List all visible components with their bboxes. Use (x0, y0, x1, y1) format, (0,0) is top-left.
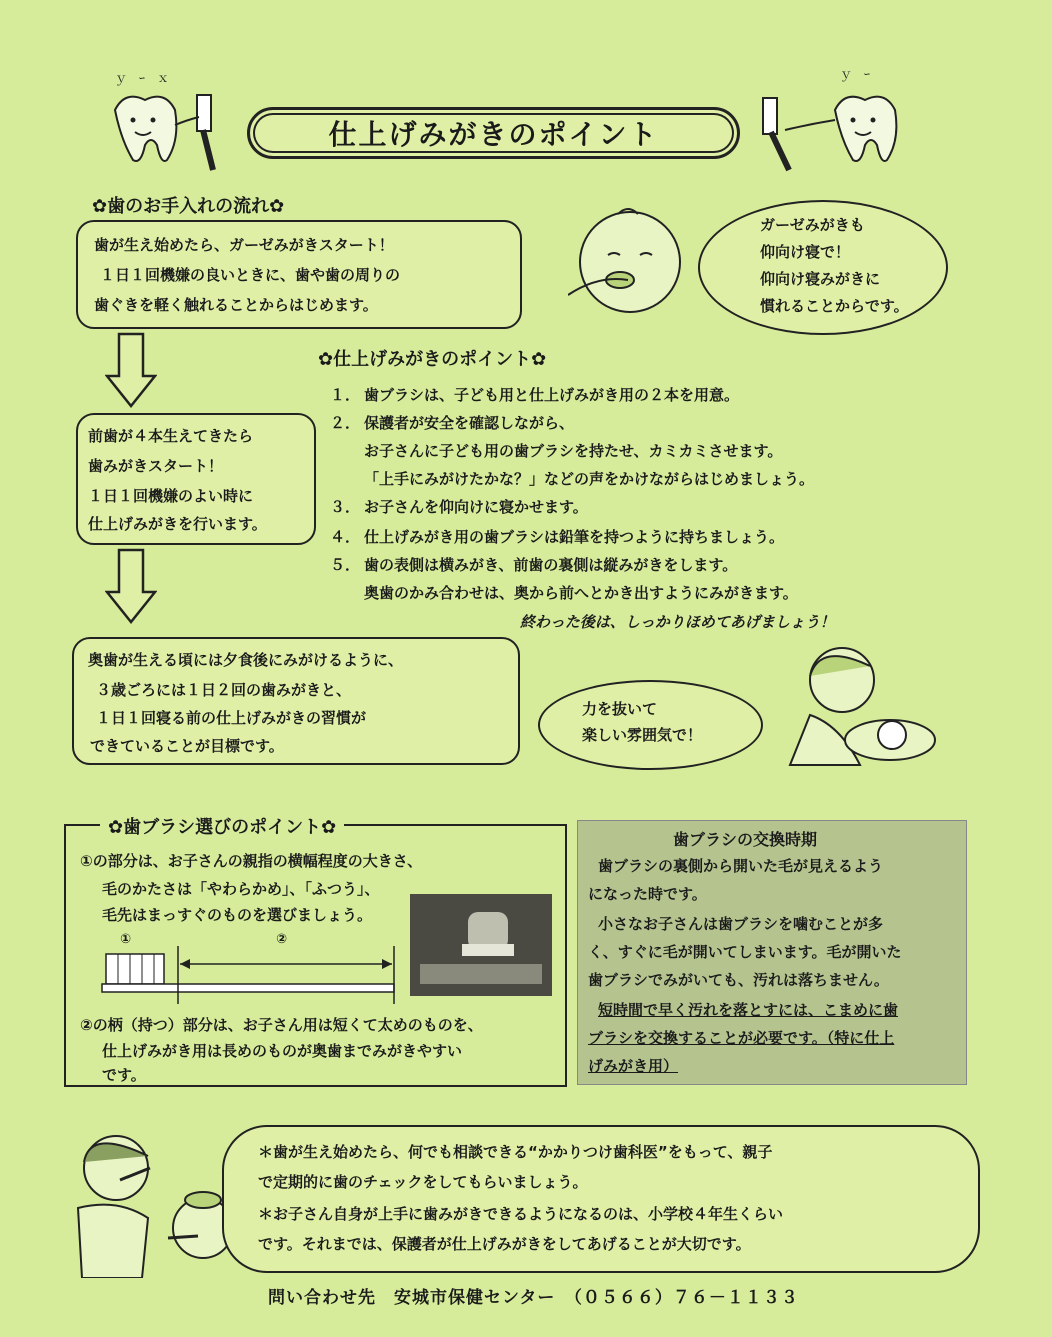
step1-line: 歯ぐきを軽く触れることからはじめます。 (94, 296, 378, 314)
brush-select-text2: ②の柄（持つ）部分は、お子さん用は短くて太めのものを、 (80, 1016, 483, 1034)
point-text: お子さんを仰向けに寝かせます。 (364, 498, 588, 516)
svg-text:ｙ ｰ: ｙ ｰ (840, 70, 871, 81)
brush-select-heading: ✿歯ブラシ選びのポイント✿ (100, 813, 344, 839)
note-line: ＊歯が生え始めたら、何でも相談できる“かかりつけ歯科医”をもって、親子 (258, 1143, 773, 1161)
replace-line: 小さなお子さんは歯ブラシを噛むことが多 (598, 915, 884, 933)
point-text: 保護者が安全を確認しながら、 (364, 414, 575, 432)
points-closing: 終わった後は、しっかりほめてあげましょう！ (520, 613, 835, 631)
bubble-line: ガーゼみがきも (760, 216, 865, 234)
replace-line: 歯ブラシの裏側から開いた毛が見えるよう (598, 857, 884, 875)
point-4 (330, 522, 784, 552)
point-2 (330, 408, 574, 438)
flow-arrow-down-icon (105, 332, 157, 408)
tooth-brush-illustration-right (745, 70, 915, 180)
replace-heading: 歯ブラシの交換時期 (673, 830, 818, 849)
point-num: ４． (330, 528, 361, 546)
children-brushing-illustration (58, 1128, 248, 1278)
step3-line: ３歳ごろには１日２回の歯みがきと、 (96, 681, 352, 699)
speech-bubble-relax (538, 680, 763, 770)
baby-gauze-illustration (568, 200, 693, 325)
point-2-cont: 「上手にみがけたかな？」などの声をかけながらはじめましょう。 (364, 470, 815, 488)
brush-select-text2: 仕上げみがき用は長めのものが奥歯までみがきやすい (102, 1042, 463, 1060)
replace-panel (577, 820, 967, 1085)
flow-heading: ✿歯のお手入れの流れ✿ (92, 196, 285, 217)
speech-bubble-gauze (698, 200, 948, 335)
step3-line: できていることが目標です。 (90, 737, 284, 755)
step1-line: 歯が生え始めたら、ガーゼみがきスタート！ (94, 236, 394, 254)
points-heading: ✿仕上げみがきのポイント✿ (318, 349, 547, 370)
bubble-line: 仰向け寝で！ (760, 243, 851, 261)
replace-underlined: げみがき用） (588, 1057, 679, 1075)
point-num: ３． (330, 498, 361, 516)
toothbrush-diagram (98, 946, 400, 1006)
step2-line: １日１回機嫌のよい時に (88, 487, 254, 505)
brush-select-text1: ①の部分は、お子さんの親指の横幅程度の大きさ、 (80, 852, 423, 870)
step3-line: 奥歯が生える頃には夕食後にみがけるように、 (88, 651, 404, 669)
brush-label-2: ② (276, 932, 288, 947)
replace-line: になった時です。 (588, 885, 707, 903)
point-num: ２． (330, 414, 361, 432)
point-text: 仕上げみがき用の歯ブラシは鉛筆を持つように持ちましょう。 (364, 528, 785, 546)
step2-line: 仕上げみがきを行います。 (88, 515, 267, 533)
point-num: ５． (330, 556, 361, 574)
step3-line: １日１回寝る前の仕上げみがきの習慣が (96, 709, 367, 727)
page-title: 仕上げみがきのポイント (247, 107, 740, 159)
brush-label-1: ① (120, 932, 132, 947)
bubble-line: 慣れることからです。 (760, 297, 909, 315)
bubble-line: 力を抜いて (582, 700, 658, 718)
flow-step-1 (76, 220, 522, 329)
point-num: １． (330, 386, 361, 404)
step2-line: 歯みがきスタート！ (88, 457, 224, 475)
contact-footer: 問い合わせ先 安城市保健センター （０５６６）７６－１１３３ (268, 1288, 799, 1308)
note-line: ＊お子さん自身が上手に歯みがきできるようになるのは、小学校４年生くらい (258, 1205, 784, 1223)
toothbrush-photo (410, 894, 552, 996)
bubble-line: 仰向け寝みがきに (760, 270, 881, 288)
note-line: です。それまでは、保護者が仕上げみがきをしてあげることが大切です。 (258, 1235, 751, 1253)
brush-select-text2: です。 (102, 1066, 146, 1084)
point-1 (330, 380, 739, 410)
flow-step-2 (76, 413, 316, 545)
point-5-cont: 奥歯のかみ合わせは、奥から前へとかき出すようにみがきます。 (364, 584, 798, 602)
svg-text:ｙ ｰ ｘ: ｙ ｰ ｘ (115, 71, 170, 85)
flow-step-3 (72, 637, 520, 765)
tooth-brush-illustration-left (95, 70, 245, 180)
replace-line: く、すぐに毛が開いてしまいます。毛が開いた (588, 943, 902, 961)
point-3 (330, 492, 588, 522)
note-box (222, 1125, 980, 1273)
brush-select-text1: 毛のかたさは「やわらかめ」、「ふつう」、 (102, 880, 380, 898)
step2-line: 前歯が４本生えてきたら (88, 427, 254, 445)
point-text: 歯ブラシは、子ども用と仕上げみがき用の２本を用意。 (364, 386, 740, 404)
bubble-line: 楽しい雰囲気で！ (582, 726, 703, 744)
note-line: で定期的に歯のチェックをしてもらいましょう。 (258, 1173, 588, 1191)
point-2-cont: お子さんに子ども用の歯ブラシを持たせ、カミカミさせます。 (364, 442, 783, 460)
brush-select-text1: 毛先はまっすぐのものを選びましょう。 (102, 906, 373, 924)
replace-underlined: ブラシを交換することが必要です。（特に仕上 (588, 1029, 895, 1047)
mother-brushing-illustration (780, 640, 950, 775)
point-5 (330, 550, 737, 580)
replace-line: 歯ブラシでみがいても、汚れは落ちません。 (588, 971, 889, 989)
flow-arrow-down-icon (105, 548, 157, 624)
replace-underlined: 短時間で早く汚れを落とすには、こまめに歯 (598, 1001, 899, 1019)
step1-line: １日１回機嫌の良いときに、歯や歯の周りの (100, 266, 401, 284)
point-text: 歯の表側は横みがき、前歯の裏側は縦みがきをします。 (364, 556, 738, 574)
